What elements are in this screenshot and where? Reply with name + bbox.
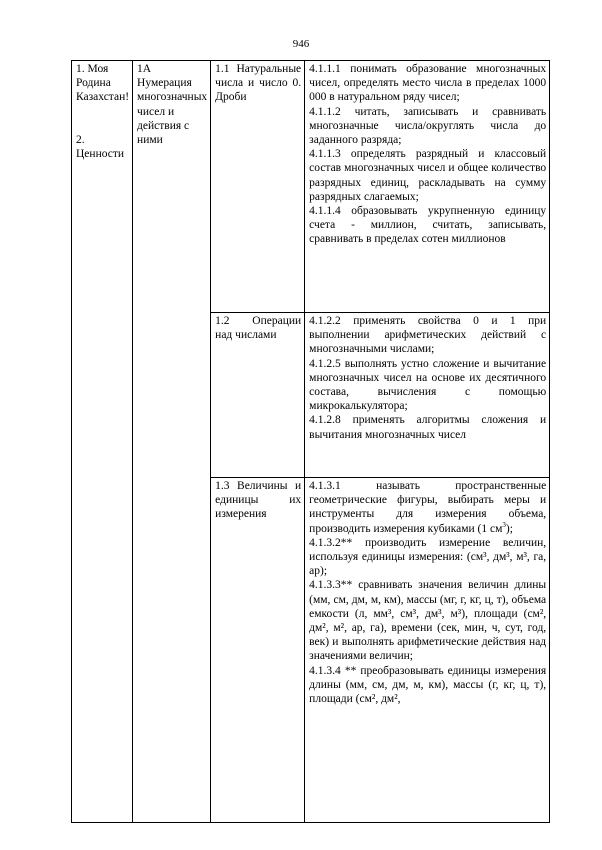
objectives-cell <box>305 478 550 823</box>
objective: 4.1.2.2 применять свойства 0 и 1 при выполнении арифметических действий с многозначными числами; <box>309 315 547 356</box>
subsection-title: 1.2 Операции над числами <box>215 315 302 342</box>
objective: 4.1.2.8 применять алгоритмы сложения и вычитания многозначных чисел <box>309 414 547 441</box>
subsection-cell <box>211 313 305 478</box>
subsection-title: 1.1 Натуральные числа и число 0. Дроби <box>215 63 302 104</box>
theme-cell <box>72 61 133 823</box>
subsection-cell <box>211 478 305 823</box>
objective: 4.1.1.4 образовывать укрупненную единицу счета - миллион, считать, записывать, сравнивать в пределах сотен миллионов <box>309 205 547 246</box>
objective: 4.1.1.2 читать, записывать и сравнивать многозначные числа/округлять числа до заданного разряда; <box>309 105 547 147</box>
section-label: 1А Нумерация многозначных чисел и действия с ними <box>137 63 208 147</box>
page-number: 946 <box>292 38 310 50</box>
objective: 4.1.1.1 понимать образование многозначных чисел, определять место числа в пределах 1000 000 в натуральном ряду чисел; <box>309 63 547 104</box>
subsection-title: 1.3 Величины и единицы их измерения <box>215 480 302 521</box>
theme-item-2: 2. Ценности <box>76 133 125 160</box>
theme-item-1: 1. Моя Родина Казахстан! <box>76 63 130 104</box>
objective: 4.1.3.3** сравнивать значения величин длины (мм, см, дм, м, км), массы (мг, г, кг, ц, т), объема емкости (л, мм³, см³, дм³, м³), площади (см², дм², м², ар, га), времени (сек, мин, ч, сут, год, век) и выполнять арифметические действия над значениями величин; <box>309 579 547 663</box>
objective: 4.1.3.1 называть пространственные геометрические фигуры, выбирать меры и инструменты для измерения объема, производить измерения кубиками (1 $см^3$); <box>309 480 547 535</box>
objective: 4.1.3.2** производить измерение величин, используя единицы измерения: (см³, дм³, м³, га, ар); <box>309 536 547 578</box>
section-cell <box>133 61 211 823</box>
objectives-cell <box>305 61 550 313</box>
subsection-cell <box>211 61 305 313</box>
curriculum-table <box>71 60 550 823</box>
objective: 4.1.2.5 выполнять устно сложение и вычитание многозначных чисел на основе их десятичного состава, вычисления с помощью микрокалькулятора; <box>309 357 547 413</box>
objectives-cell <box>305 313 550 478</box>
objective: 4.1.3.4 ** преобразовывать единицы измерения длины (мм, см, дм, м, км), массы (г, кг, ц, т), площади (см², дм², <box>309 664 547 706</box>
objective: 4.1.1.3 определять разрядный и классовый состав многозначных чисел и общее количество разрядных единиц, раскладывать на сумму разрядных слагаемых; <box>309 148 547 203</box>
